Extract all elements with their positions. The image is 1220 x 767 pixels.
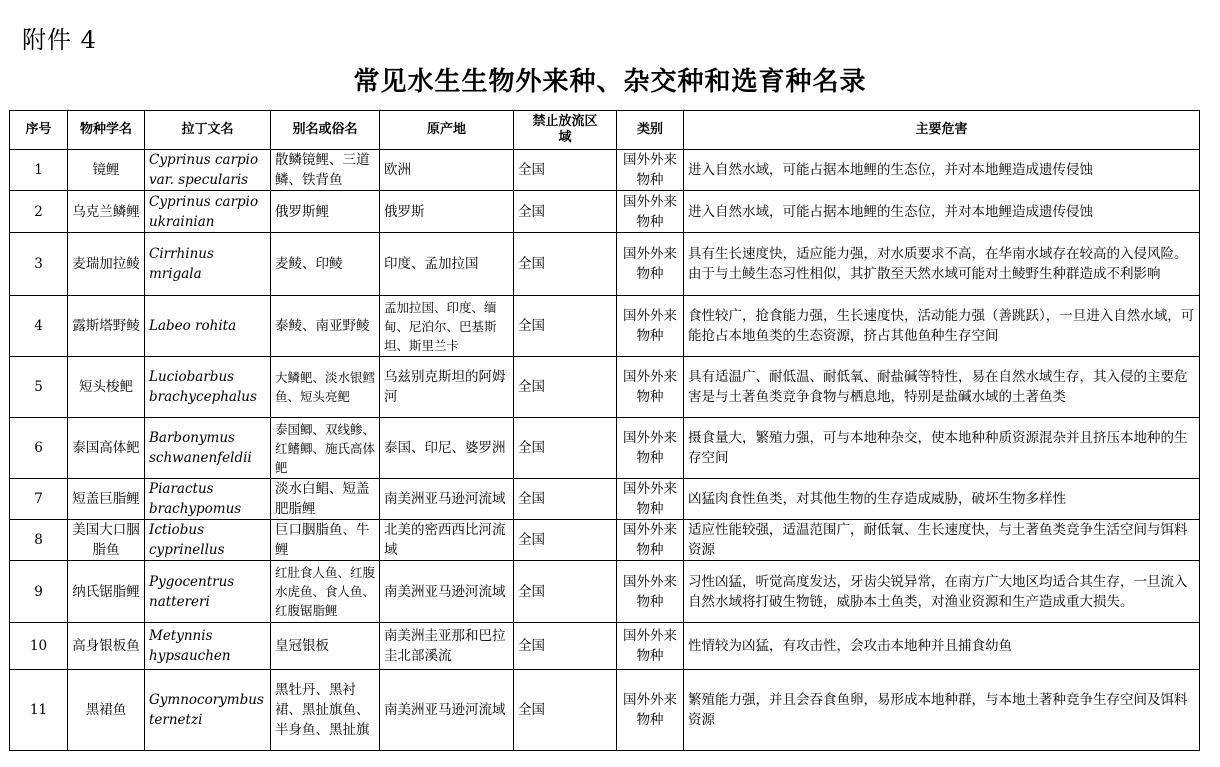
table-header-row	[10, 111, 1200, 150]
header-harm: 主要危害	[684, 111, 1200, 150]
cell-name: 麦瑞加拉鲮	[68, 233, 145, 296]
cell-latin: Labeo rohita	[145, 296, 271, 357]
cell-name: 镜鲤	[68, 150, 145, 191]
cell-latin: Luciobarbus brachycephalus	[145, 357, 271, 418]
table-row	[10, 150, 1200, 191]
cell-category: 国外外来物种	[617, 191, 684, 233]
cell-latin: Ictiobus cyprinellus	[145, 520, 271, 561]
cell-latin: Cyprinus carpio var. specularis	[145, 150, 271, 191]
cell-category: 国外外来物种	[617, 150, 684, 191]
cell-latin: Pygocentrus nattereri	[145, 561, 271, 623]
cell-harm: 具有生长速度快，适应能力强，对水质要求不高，在华南水域存在较高的入侵风险。由于与土鲮生态习性相似，其扩散至天然水域可能对土鲮野生种群造成不利影响	[684, 233, 1200, 296]
cell-harm: 进入自然水域，可能占据本地鲤的生态位，并对本地鲤造成遗传侵蚀	[684, 150, 1200, 191]
cell-origin: 南美洲圭亚那和巴拉圭北部溪流	[380, 623, 514, 670]
cell-latin: Gymnocorymbus ternetzi	[145, 670, 271, 751]
cell-harm: 摄食量大，繁殖力强，可与本地种杂交，使本地种种质资源混杂并且挤压本地种的生存空间	[684, 418, 1200, 479]
cell-alias: 红肚食人鱼、红腹水虎鱼、食人鱼、红腹锯脂鲤	[271, 561, 380, 623]
table-row	[10, 296, 1200, 357]
cell-latin: Cyprinus carpio ukrainian	[145, 191, 271, 233]
cell-alias: 淡水白鲳、短盖肥脂鲤	[271, 479, 380, 520]
table-row	[10, 479, 1200, 520]
cell-banned-area: 全国	[514, 191, 617, 233]
cell-banned-area: 全国	[514, 233, 617, 296]
header-no: 序号	[10, 111, 68, 150]
page-title: 常见水生生物外来种、杂交种和选育种名录	[353, 67, 867, 97]
cell-name: 高身银板鱼	[68, 623, 145, 670]
header-category: 类别	[617, 111, 684, 150]
cell-harm: 具有适温广、耐低温、耐低氧、耐盐碱等特性，易在自然水域生存，其入侵的主要危害是与土著鱼类竞争食物与栖息地，特别是盐碱水域的土著鱼类	[684, 357, 1200, 418]
cell-harm: 习性凶猛，听觉高度发达，牙齿尖锐异常，在南方广大地区均适合其生存，一旦流入自然水域将打破生物链，威胁本土鱼类，对渔业资源和生产造成重大损失。	[684, 561, 1200, 623]
cell-origin: 南美洲亚马逊河流域	[380, 670, 514, 751]
cell-category: 国外外来物种	[617, 233, 684, 296]
cell-name: 乌克兰鳞鲤	[68, 191, 145, 233]
cell-origin: 乌兹别克斯坦的阿姆河	[380, 357, 514, 418]
header-alias: 别名或俗名	[271, 111, 380, 150]
cell-alias: 泰国鲫、双线鲹、红鳍鲫、施氏高体鲃	[271, 418, 380, 479]
cell-harm: 食性较广，抢食能力强，生长速度快，活动能力强（善跳跃），一旦进入自然水域，可能抢占本地鱼类的生态资源，挤占其他鱼种生存空间	[684, 296, 1200, 357]
cell-banned-area: 全国	[514, 357, 617, 418]
cell-no: 9	[10, 561, 68, 623]
cell-category: 国外外来物种	[617, 296, 684, 357]
cell-banned-area: 全国	[514, 296, 617, 357]
cell-category: 国外外来物种	[617, 479, 684, 520]
cell-name: 纳氏锯脂鲤	[68, 561, 145, 623]
cell-alias: 巨口胭脂鱼、牛鲤	[271, 520, 380, 561]
cell-name: 美国大口胭脂鱼	[68, 520, 145, 561]
cell-harm: 适应性能较强，适温范围广，耐低氧、生长速度快，与土著鱼类竞争生活空间与饵料资源	[684, 520, 1200, 561]
cell-name: 短头梭鲃	[68, 357, 145, 418]
cell-no: 6	[10, 418, 68, 479]
table-row	[10, 670, 1200, 751]
cell-alias: 黑牡丹、黑衬裙、黑扯旗鱼、半身鱼、黑扯旗	[271, 670, 380, 751]
cell-no: 5	[10, 357, 68, 418]
cell-no: 2	[10, 191, 68, 233]
cell-no: 7	[10, 479, 68, 520]
cell-origin: 北美的密西西比河流域	[380, 520, 514, 561]
cell-name: 短盖巨脂鲤	[68, 479, 145, 520]
header-origin: 原产地	[380, 111, 514, 150]
cell-no: 8	[10, 520, 68, 561]
header-name: 物种学名	[68, 111, 145, 150]
header-banned-area: 禁止放流区域	[514, 111, 617, 150]
cell-banned-area: 全国	[514, 150, 617, 191]
cell-category: 国外外来物种	[617, 357, 684, 418]
cell-banned-area: 全国	[514, 418, 617, 479]
cell-category: 国外外来物种	[617, 623, 684, 670]
table-row	[10, 623, 1200, 670]
cell-origin: 印度、孟加拉国	[380, 233, 514, 296]
cell-no: 1	[10, 150, 68, 191]
cell-alias: 麦鲮、印鲮	[271, 233, 380, 296]
cell-category: 国外外来物种	[617, 520, 684, 561]
cell-harm: 繁殖能力强，并且会吞食鱼卵，易形成本地种群，与本地土著种竞争生存空间及饵料资源	[684, 670, 1200, 751]
table-row	[10, 357, 1200, 418]
cell-name: 露斯塔野鲮	[68, 296, 145, 357]
cell-alias: 大鳞鲃、淡水银鳕鱼、短头亮鲃	[271, 357, 380, 418]
species-table	[9, 110, 1200, 751]
table-row	[10, 233, 1200, 296]
cell-alias: 散鳞镜鲤、三道鳞、铁背鱼	[271, 150, 380, 191]
cell-harm: 进入自然水域，可能占据本地鲤的生态位，并对本地鲤造成遗传侵蚀	[684, 191, 1200, 233]
table-row	[10, 418, 1200, 479]
table-row	[10, 561, 1200, 623]
cell-banned-area: 全国	[514, 561, 617, 623]
cell-category: 国外外来物种	[617, 418, 684, 479]
cell-origin: 南美洲亚马逊河流域	[380, 561, 514, 623]
cell-banned-area: 全国	[514, 479, 617, 520]
cell-origin: 泰国、印尼、婆罗洲	[380, 418, 514, 479]
cell-banned-area: 全国	[514, 670, 617, 751]
table-row	[10, 520, 1200, 561]
cell-latin: Metynnis hypsauchen	[145, 623, 271, 670]
cell-no: 10	[10, 623, 68, 670]
cell-origin: 南美洲亚马逊河流域	[380, 479, 514, 520]
cell-no: 4	[10, 296, 68, 357]
cell-latin: Cirrhinus mrigala	[145, 233, 271, 296]
cell-no: 3	[10, 233, 68, 296]
cell-no: 11	[10, 670, 68, 751]
cell-name: 黑裙鱼	[68, 670, 145, 751]
cell-banned-area: 全国	[514, 623, 617, 670]
cell-origin: 欧洲	[380, 150, 514, 191]
cell-banned-area: 全国	[514, 520, 617, 561]
cell-name: 泰国高体鲃	[68, 418, 145, 479]
header-latin: 拉丁文名	[145, 111, 271, 150]
cell-harm: 性情较为凶猛，有攻击性，会攻击本地种并且捕食幼鱼	[684, 623, 1200, 670]
cell-latin: Barbonymus schwanenfeldii	[145, 418, 271, 479]
cell-category: 国外外来物种	[617, 670, 684, 751]
table-row	[10, 191, 1200, 233]
cell-alias: 俄罗斯鲤	[271, 191, 380, 233]
cell-origin: 孟加拉国、印度、缅甸、尼泊尔、巴基斯坦、斯里兰卡	[380, 296, 514, 357]
cell-harm: 凶猛肉食性鱼类，对其他生物的生存造成威胁，破坏生物多样性	[684, 479, 1200, 520]
cell-category: 国外外来物种	[617, 561, 684, 623]
cell-alias: 泰鲮、南亚野鲮	[271, 296, 380, 357]
attachment-label: 附件 4	[22, 26, 97, 54]
cell-latin: Piaractus brachypomus	[145, 479, 271, 520]
cell-alias: 皇冠银板	[271, 623, 380, 670]
cell-origin: 俄罗斯	[380, 191, 514, 233]
